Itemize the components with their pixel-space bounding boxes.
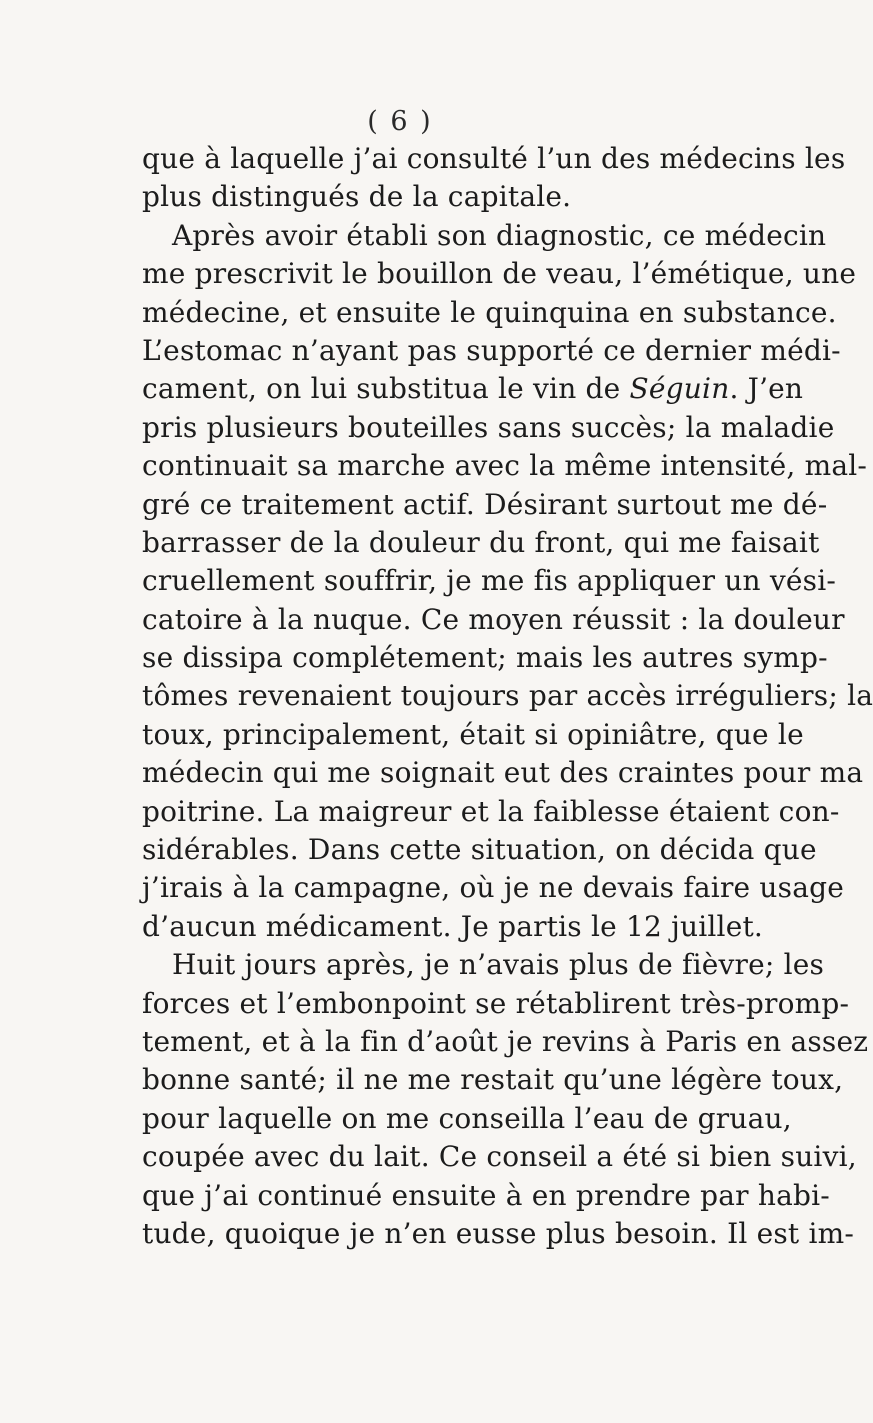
text-line: Huit jours après, je n’avais plus de fièvre; les bbox=[172, 948, 825, 982]
text-line: toux, principalement, était si opiniâtre, que le bbox=[142, 717, 804, 751]
text-line: continuait sa marche avec la même intensité, mal- bbox=[142, 449, 868, 483]
text-line: j’irais à la campagne, où je ne devais faire usage bbox=[142, 871, 844, 905]
text-line: catoire à la nuque. Ce moyen réussit : la douleur bbox=[142, 602, 845, 636]
text-line: bonne santé; il ne me restait qu’une légère toux, bbox=[142, 1063, 844, 1097]
text-line: pour laquelle on me conseilla l’eau de gruau, bbox=[142, 1101, 792, 1135]
text-line: tement, et à la fin d’août je revins à Paris en assez bbox=[142, 1024, 869, 1058]
text-line: poitrine. La maigreur et la faiblesse étaient con- bbox=[142, 794, 840, 828]
page-number: ( 6 ) bbox=[367, 106, 433, 137]
text-line: cruellement souffrir, je me fis appliquer un vési- bbox=[142, 564, 837, 598]
text-line: médecin qui me soignait eut des craintes pour ma bbox=[142, 756, 864, 790]
text-line: d’aucun médicament. Je partis le 12 juillet. bbox=[142, 909, 764, 943]
text-line: cament, on lui substitua le vin de Séguin. J’en bbox=[142, 372, 804, 406]
text-line: me prescrivit le bouillon de veau, l’émétique, une bbox=[142, 257, 857, 291]
body-text bbox=[142, 140, 873, 1253]
text-line: que j’ai continué ensuite à en prendre par habi- bbox=[142, 1178, 830, 1212]
italic-name: Séguin bbox=[629, 372, 730, 406]
text-line: barrasser de la douleur du front, qui me faisait bbox=[142, 525, 820, 559]
text-line: se dissipa complétement; mais les autres symp- bbox=[142, 641, 828, 675]
text-line: médecine, et ensuite le quinquina en substance. bbox=[142, 295, 837, 329]
text-line: L’estomac n’ayant pas supporté ce dernier médi- bbox=[142, 333, 841, 367]
text-line: sidérables. Dans cette situation, on décida que bbox=[142, 833, 817, 867]
text-line: Après avoir établi son diagnostic, ce médecin bbox=[172, 218, 827, 252]
text-line: gré ce traitement actif. Désirant surtout me dé- bbox=[142, 487, 828, 521]
text-line: tude, quoique je n’en eusse plus besoin. Il est im- bbox=[142, 1216, 855, 1250]
text-line: pris plusieurs bouteilles sans succès; la maladie bbox=[142, 410, 835, 444]
text-line: que à laquelle j’ai consulté l’un des médecins les bbox=[142, 142, 846, 175]
text-line: plus distingués de la capitale. bbox=[142, 180, 572, 214]
text-line: tômes revenaient toujours par accès irréguliers; la bbox=[142, 679, 873, 713]
text-line: coupée avec du lait. Ce conseil a été si bien suivi, bbox=[142, 1140, 857, 1174]
text-line: forces et l’embonpoint se rétablirent très-promp- bbox=[142, 986, 850, 1020]
